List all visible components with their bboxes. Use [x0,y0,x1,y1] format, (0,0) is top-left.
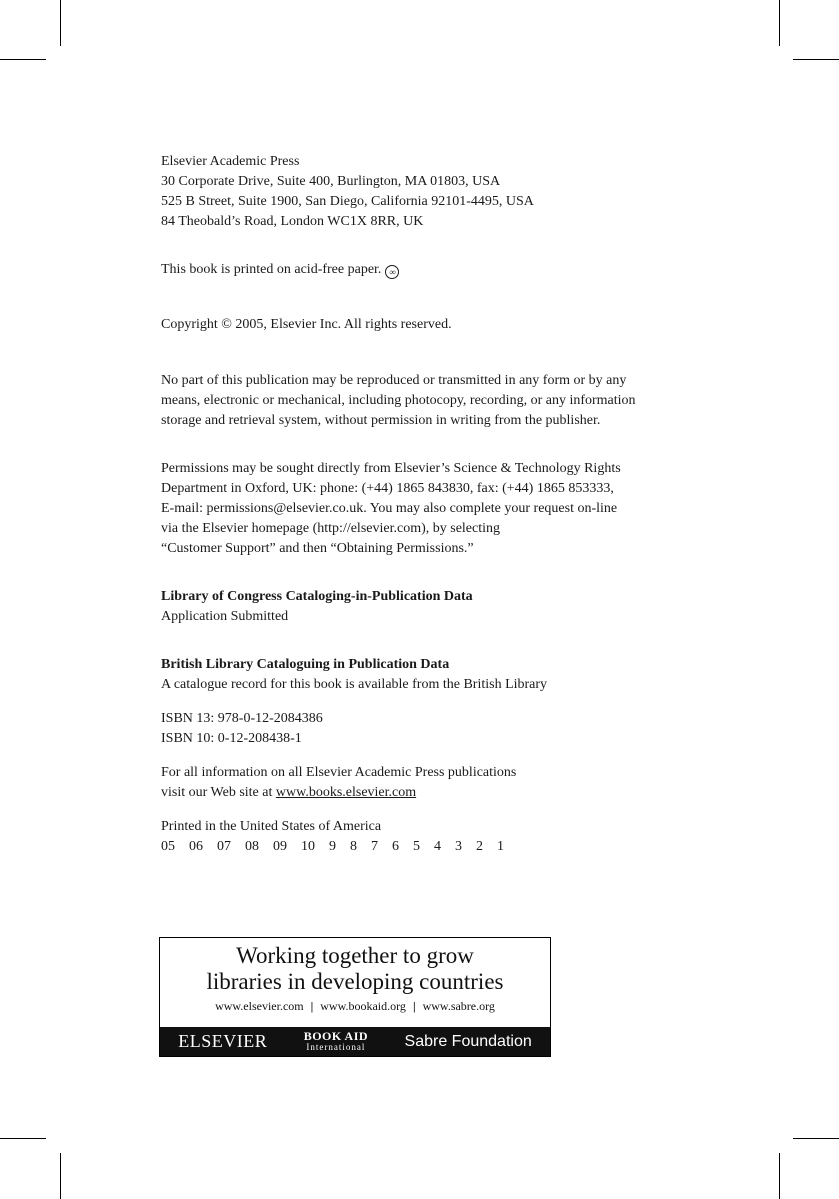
reproduction-line: storage and retrieval system, without permission in writing from the publisher. [161,413,601,428]
isbn-13: ISBN 13: 978-0-12-2084386 [161,711,323,726]
loc-text: Application Submitted [161,609,289,624]
website-link[interactable]: www.books.elsevier.com [275,785,417,800]
print-number: 10 [301,839,315,854]
permissions-notice [161,459,621,559]
british-library-heading: British Library Cataloguing in Publication Data [161,657,450,672]
banner-headline-line: libraries in developing countries [206,969,504,994]
isbn-10: ISBN 10: 0-12-208438-1 [161,731,302,746]
printing-numbers [161,837,518,857]
print-number: 8 [350,839,357,854]
british-library-cataloguing [161,655,547,695]
publisher-address: 525 B Street, Suite 1900, San Diego, California 92101-4495, USA [161,194,534,209]
permissions-line: E-mail: permissions@elsevier.co.uk. You may also complete your request on-line [161,501,618,516]
print-number: 2 [476,839,483,854]
loc-cataloging [161,587,473,627]
print-number: 05 [161,839,175,854]
book-aid-logo-text: BOOK AID [303,1028,369,1043]
permissions-line: via the Elsevier homepage (http://elsevier.com), by selecting [161,521,501,536]
loc-heading: Library of Congress Cataloging-in-Publication Data [161,589,473,604]
print-number: 1 [497,839,504,854]
elsevier-logo: ELSEVIER [178,1031,268,1051]
print-number: 9 [329,839,336,854]
british-library-text: A catalogue record for this book is available from the British Library [161,677,548,692]
publisher-name: Elsevier Academic Press [161,154,300,169]
reproduction-notice [161,371,636,431]
print-number: 07 [217,839,231,854]
crop-mark [793,59,839,60]
crop-mark [779,1153,780,1199]
print-number: 7 [371,839,378,854]
acid-free-text: This book is printed on acid-free paper. [161,262,382,277]
print-number: 5 [413,839,420,854]
permissions-line: Permissions may be sought directly from Elsevier’s Science & Technology Rights [161,461,621,476]
info-block [161,763,516,803]
info-line: For all information on all Elsevier Academic Press publications [161,765,517,780]
copyright-notice [161,315,452,335]
publisher-address: 30 Corporate Drive, Suite 400, Burlington, MA 01803, USA [161,174,501,189]
info-prefix: visit our Web site at [161,785,276,800]
acid-free-notice [161,260,399,280]
banner-logo-bar [160,1027,550,1056]
printed-block [161,817,518,857]
banner-headline [160,943,550,995]
book-aid-banner [159,937,551,1057]
publisher-block [161,152,534,232]
print-number: 06 [189,839,203,854]
url-separator: | [310,999,314,1013]
print-number: 08 [245,839,259,854]
banner-url-sabre[interactable]: www.sabre.org [422,999,495,1013]
book-aid-logo-subtext: International [306,1041,366,1052]
book-aid-logo [303,1028,369,1053]
crop-mark [0,59,46,60]
banner-url-bookaid[interactable]: www.bookaid.org [320,999,406,1013]
print-number: 09 [273,839,287,854]
permissions-line: Department in Oxford, UK: phone: (+44) 1865 843830, fax: (+44) 1865 853333, [161,481,614,496]
print-number: 4 [434,839,441,854]
permissions-line: “Customer Support” and then “Obtaining Permissions.” [161,541,474,556]
printed-text: Printed in the United States of America [161,819,382,834]
crop-mark [60,0,61,46]
crop-mark [60,1153,61,1199]
crop-mark [793,1138,839,1139]
isbn-block [161,709,323,749]
print-number: 3 [455,839,462,854]
publisher-address: 84 Theobald’s Road, London WC1X 8RR, UK [161,214,424,229]
reproduction-line: means, electronic or mechanical, including photocopy, recording, or any information [161,393,636,408]
crop-mark [779,0,780,46]
crop-mark [0,1138,46,1139]
banner-headline-line: Working together to grow [236,943,474,968]
url-separator: | [412,999,416,1013]
print-number: 6 [392,839,399,854]
sabre-foundation-logo: Sabre Foundation [404,1032,532,1050]
copyright-text: Copyright © 2005, Elsevier Inc. All rights reserved. [161,317,452,332]
banner-urls [160,999,550,1014]
infinity-icon: ∞ [385,265,399,279]
banner-url-elsevier[interactable]: www.elsevier.com [215,999,304,1013]
reproduction-line: No part of this publication may be reproduced or transmitted in any form or by any [161,373,627,388]
